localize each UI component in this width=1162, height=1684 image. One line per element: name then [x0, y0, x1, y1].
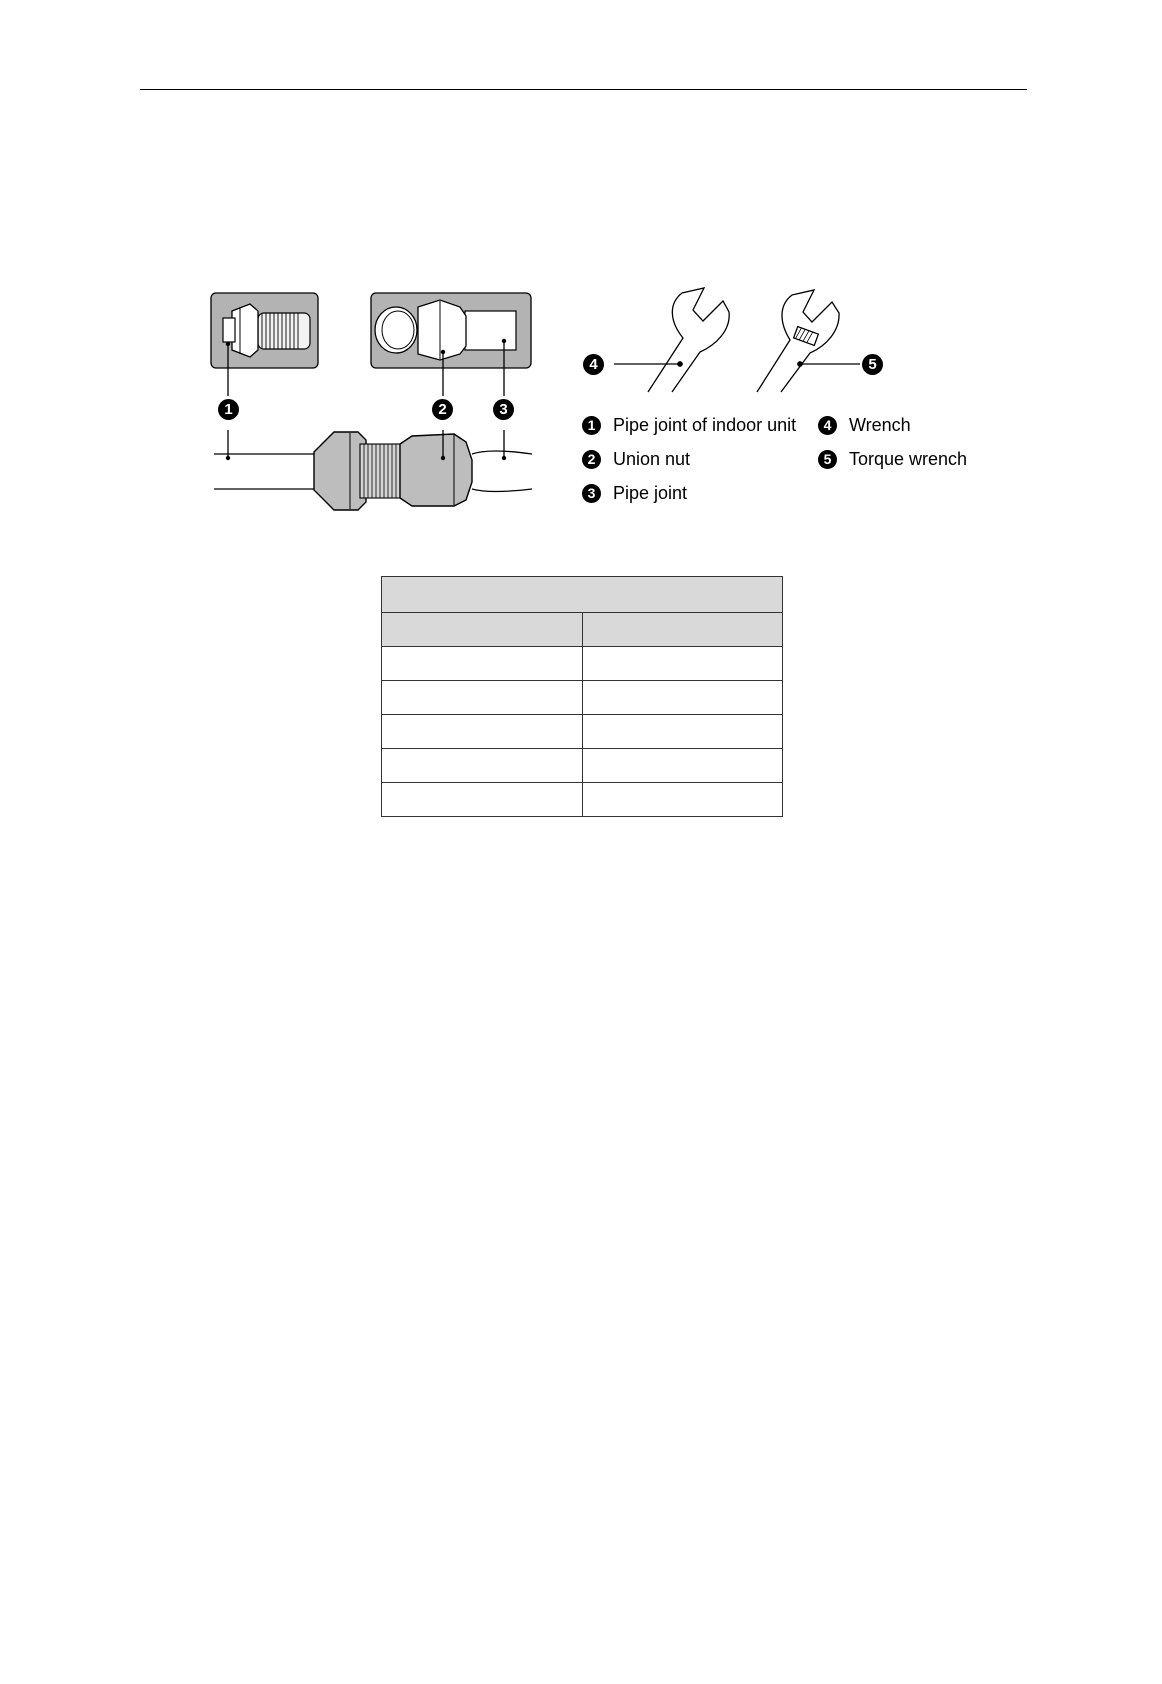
legend-label: Wrench: [849, 414, 911, 435]
table-header-cell: [582, 613, 783, 647]
legend-number-badge: 3: [582, 484, 601, 503]
table-cell: [582, 715, 783, 749]
torque-spec-table: [381, 576, 783, 817]
callout-3-badge: 3: [493, 399, 514, 420]
table-row: [382, 783, 783, 817]
callout-5-badge: 5: [862, 354, 883, 375]
legend-number-badge: 4: [818, 416, 837, 435]
legend-item-wrench: [818, 414, 911, 436]
table-title-cell: [382, 577, 783, 613]
callout-4-badge: 4: [583, 354, 604, 375]
wrench-illustration: [614, 288, 729, 392]
legend-item-torque-wrench: [818, 448, 967, 470]
table-cell: [582, 647, 783, 681]
callout-1-badge: 1: [218, 399, 239, 420]
table-row: [382, 749, 783, 783]
figure-legend: [582, 414, 1002, 524]
table-cell: [382, 681, 583, 715]
inset-pipe-joint-indoor-unit: [211, 293, 318, 396]
table-header-cell: [382, 613, 583, 647]
legend-item-pipe-joint-indoor-unit: [582, 414, 796, 436]
table-row: [382, 681, 783, 715]
legend-number-badge: 5: [818, 450, 837, 469]
table-cell: [582, 783, 783, 817]
legend-label: Union nut: [613, 448, 691, 469]
inset-union-nut-pipe: [371, 293, 531, 396]
legend-number-badge: 2: [582, 450, 601, 469]
table-row: [382, 647, 783, 681]
table-cell: [582, 681, 783, 715]
legend-item-union-nut: [582, 448, 690, 470]
legend-item-pipe-joint: [582, 482, 687, 504]
legend-label: Torque wrench: [849, 448, 968, 469]
callout-2-badge: 2: [432, 399, 453, 420]
table-cell: [382, 647, 583, 681]
table-title-row: [382, 577, 783, 613]
table-cell: [582, 749, 783, 783]
table-cell: [382, 749, 583, 783]
table-cell: [382, 783, 583, 817]
table-header-row: [382, 613, 783, 647]
table-cell: [382, 715, 583, 749]
legend-label: Pipe joint: [613, 482, 688, 503]
legend-number-badge: 1: [582, 416, 601, 435]
table-row: [382, 715, 783, 749]
legend-label: Pipe joint of indoor unit: [613, 414, 797, 435]
torque-wrench-illustration: [757, 290, 860, 392]
assembled-pipe-joint: [214, 430, 532, 510]
